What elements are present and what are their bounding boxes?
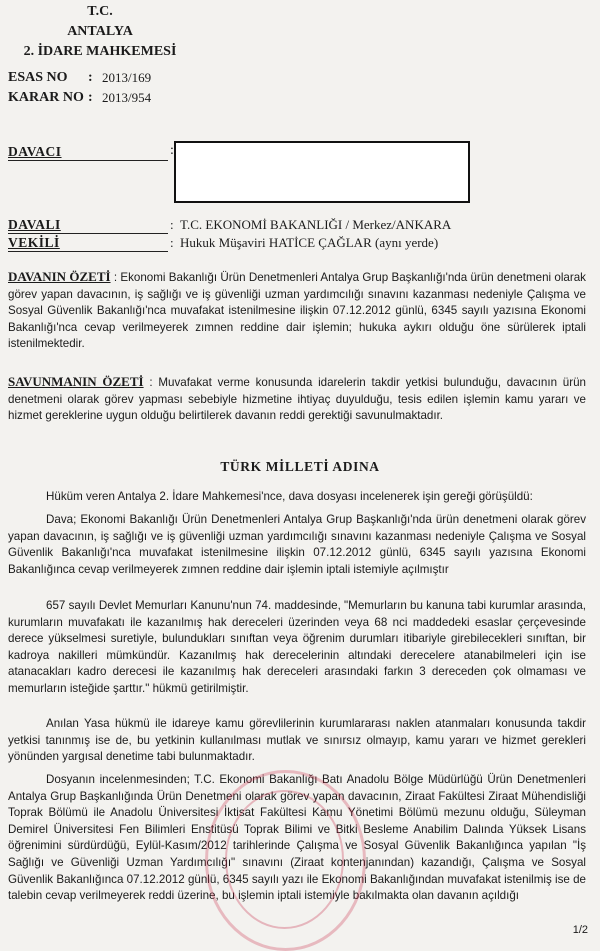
vekili-value: Hukuk Müşaviri HATİCE ÇAĞLAR (aynı yerde) xyxy=(180,235,439,250)
page-number: 1/2 xyxy=(572,924,588,936)
header-city: ANTALYA xyxy=(67,24,133,39)
karar-label: KARAR NO xyxy=(8,90,84,105)
paragraph-4: Anılan Yasa hükmü ile idareye kamu görevlilerinin kurumlararası naklen atanmaları konusunda takdir yetkisi tanınmış ise de, bu yetkinin kullanılması mutlak ve sınırsız olmayıp, kamu yararı ve hizmet gerekleri yönünden yargısal denetime tabi bulunmaktadır. xyxy=(8,717,586,764)
header-tc: T.C. xyxy=(87,4,113,19)
vekili-underline xyxy=(8,251,168,252)
paragraph-1: Hüküm veren Antalya 2. İdare Mahkemesi'nce, dava dosyası incelenerek işin gereği görüşüldü: xyxy=(46,490,533,503)
karar-sep: : xyxy=(88,90,93,105)
paragraph-3: 657 sayılı Devlet Memurları Kanunu'nun 74. maddesinde, "Memurların bu kanuna tabi kurumlar arasında, kurumların muvafakatı ile kazanılmış hak dereceleri üzerinden veya 68 nci maddedeki esaslar çerçevesinde derece yükselmesi suretiyle, bulundukları sınıftan veya öğrenim durumları itibariyle girebilecekleri sınıftan, bir kadroya nakilleri mümkündür. Kazanılmış hak derecelerinin altındaki derecelere atanabilmeleri için ise atanacakları kadro derecesi ile kazanılmış hak dereceleri arasındaki farkın 3 dereceden çok olmaması ve memurların isteğide şarttır." hükmü getirilmiştir. xyxy=(8,599,586,695)
davaci-sep: : xyxy=(170,143,174,158)
davaci-underline xyxy=(8,160,168,161)
davanin-ozeti-label: DAVANIN ÖZETİ xyxy=(8,269,111,284)
paragraph-2: Dava; Ekonomi Bakanlığı Ürün Denetmenleri Antalya Grup Başkanlığı'nda ürün denetmeni olarak görev yapan davacının, iş sağlığı ve iş güvenliği uzman yardımcılığı sınavını kazanması nedeniyle Çalışma ve Sosyal Güvenlik Bakanlığı'nca muvafakat istenilmesine ilişkin 07.12.2012 günlü, 6345 sayılı yazısına Ekonomi Bakanlığınca cevap verilmeyerek zımnen reddine dair işlemin iptali istemiyle açılmıştır xyxy=(8,513,586,576)
savunmanin-ozeti-paragraph xyxy=(8,374,586,425)
davaci-label: DAVACI xyxy=(8,144,62,159)
paragraph-5: Dosyanın incelenmesinden; T.C. Ekonomi Bakanlığı Batı Anadolu Bölge Müdürlüğü Ürün Denetmenleri Antalya Grup Başkanlığında Ürün Denetmeni olarak görev yapan davacının, Ziraat Fakültesi Ziraat Mühendisliği Toprak Bölümü ile Anadolu Üniversitesi İktisat Fakültesi Kamu Yönetimi Bölümü mezunu olduğu, Süleyman Demirel Üniversitesi Fen Bilimleri Enstitüsü Toprak Bilimi ve Bitki Besleme Anabilim Dalında Yüksek Lisans öğrenimini sürdürdüğü, Eylül-Kasım/2012 tarihlerinde Çalışma ve Sosyal Güvenlik Bakanlığınca yapılan "İş Sağlığı ve Güvenliği Uzman Yardımcılığı" sınavını (Ziraat kontenjanından) kazandığı, Çalışma ve Sosyal Güvenlik Bakanlığınca 07.12.2012 günlü, 6345 sayılı yazı ile Ekonomi Bakanlığından muvafakat istenilmiş ise de talebin cevap verilmeyerek reddi üzerine, bu işlemin iptali istemiyle bakılmakta olan davanın açıldığı xyxy=(8,773,586,903)
davali-sep: : xyxy=(170,217,174,232)
davali-value: T.C. EKONOMİ BAKANLIĞI / Merkez/ANKARA xyxy=(180,217,452,232)
savunmanin-ozeti-label: SAVUNMANIN ÖZETİ xyxy=(8,374,144,389)
vekili-sep: : xyxy=(170,235,174,250)
section-title: TÜRK MİLLETİ ADINA xyxy=(220,459,380,474)
esas-row xyxy=(8,70,228,86)
davanin-ozeti-paragraph xyxy=(8,269,586,353)
court-name: 2. İDARE MAHKEMESİ xyxy=(23,44,177,59)
official-stamp-inner-ring xyxy=(225,790,344,929)
davali-label: DAVALI xyxy=(8,217,61,232)
savunmanin-ozeti-text: : Muvafakat verme konusunda idarelerin takdir yetkisi bulunduğu, davacının ürün denetmeni olarak görev yapması sebebiyle hizmetine ihtiyaç duyulduğu, tesis edilen işlemin kamu yararı ve hizmet gereklerine uygun olduğu belirtilerek davanın reddi gerektiği savunulmaktadır. xyxy=(8,376,587,423)
karar-value: 2013/954 xyxy=(102,90,152,105)
davanin-ozeti-text: : Ekonomi Bakanlığı Ürün Denetmenleri Antalya Grup Başkanlığı'nda ürün denetmeni olarak görev yapan davacının, iş sağlığı ve iş güvenliği uzman yardımcılığı sınavını kazanması nedeniyle Çalışma ve Sosyal Güvenlik Bakanlığı'nca muvafakat istenilmesine ilişkin 07.12.2012 günlü, 6345 sayılı yazısına Ekonomi Bakanlığı'nca cevap verilmeyerek zımnen reddine dair işlemin; hukuka aykırı olduğu öne sürülerek iptali istenilmektedir. xyxy=(8,271,586,351)
vekili-label: VEKİLİ xyxy=(8,235,60,250)
esas-label: ESAS NO xyxy=(8,70,68,85)
karar-row xyxy=(8,90,228,106)
esas-value: 2013/169 xyxy=(102,70,152,85)
davali-underline xyxy=(8,233,168,234)
esas-sep: : xyxy=(88,70,93,85)
redaction-box xyxy=(174,141,470,203)
